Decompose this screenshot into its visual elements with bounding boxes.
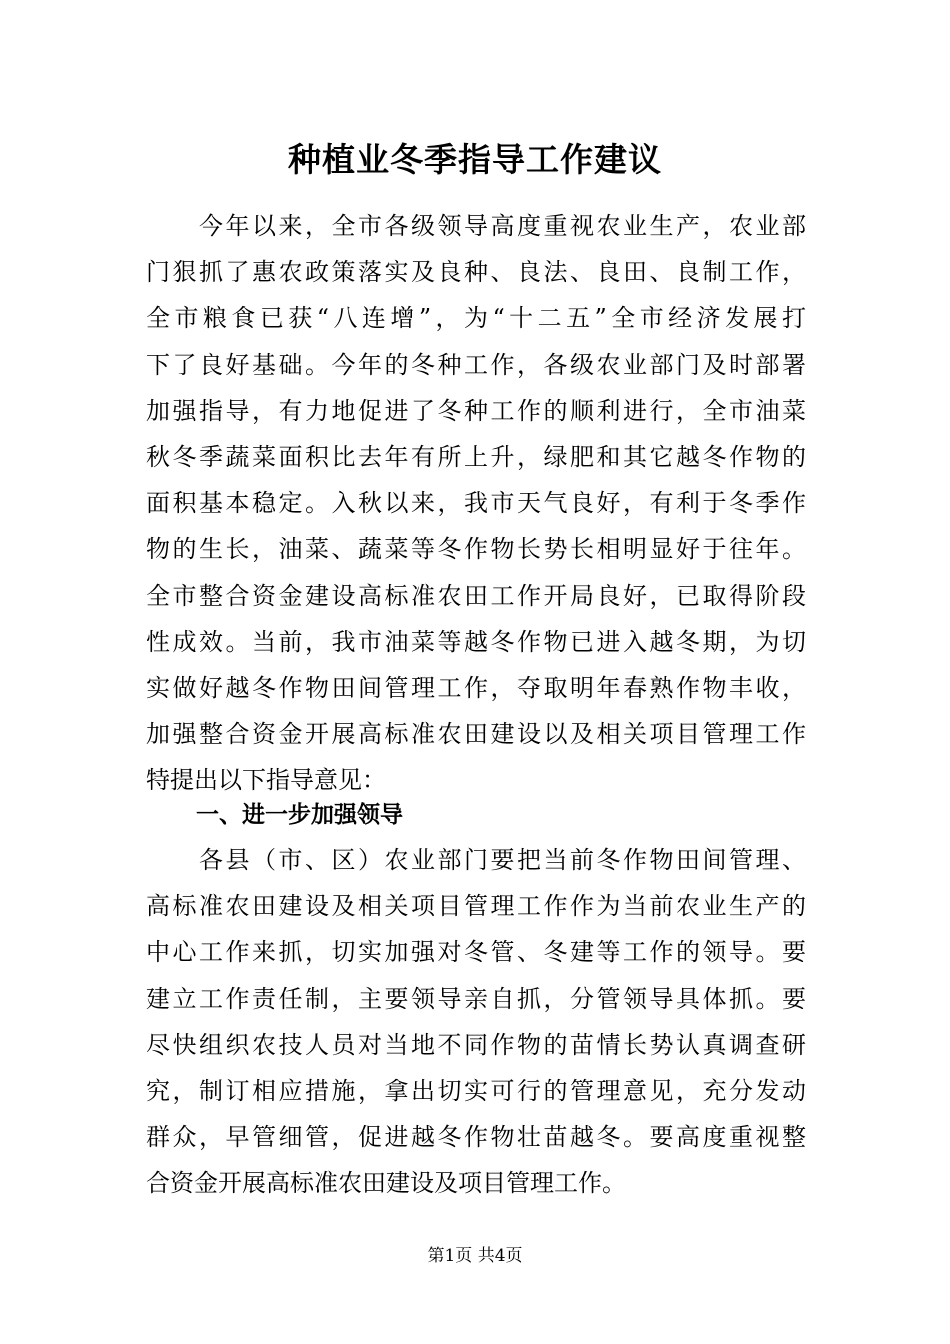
section-heading-1: 一、进一步加强领导	[196, 802, 403, 828]
text-line: 物的生长，油菜、蔬菜等冬作物长势长相明显好于往年。	[146, 535, 806, 564]
text-line: 今年以来，全市各级领导高度重视农业生产，农业部	[146, 212, 806, 240]
text-line: 下了良好基础。今年的冬种工作，各级农业部门及时部署	[146, 350, 806, 379]
text-line: 面积基本稳定。入秋以来，我市天气良好，有利于冬季作	[146, 489, 806, 518]
text-line: 高标准农田建设及相关项目管理工作作为当前农业生产的	[146, 892, 806, 921]
text-line: 门狠抓了惠农政策落实及良种、良法、良田、良制工作，	[146, 258, 806, 287]
paragraph-section-1	[146, 837, 806, 1207]
text-line: 实做好越冬作物田间管理工作，夺取明年春熟作物丰收，	[146, 673, 806, 702]
text-line: 全市整合资金建设高标准农田工作开局良好，已取得阶段	[146, 581, 806, 610]
text-line: 各县（市、区）农业部门要把当前冬作物田间管理、	[146, 846, 806, 874]
text-line: 群众，早管细管，促进越冬作物壮苗越冬。要高度重视整	[146, 1123, 806, 1152]
text-line: 中心工作来抓，切实加强对冬管、冬建等工作的领导。要	[146, 938, 806, 967]
text-line: 尽快组织农技人员对当地不同作物的苗情长势认真调查研	[146, 1030, 806, 1059]
text-line: 全市粮食已获“八连增”，为“十二五”全市经济发展打	[146, 304, 806, 333]
text-line: 性成效。当前，我市油菜等越冬作物已进入越冬期，为切	[146, 627, 806, 656]
text-line: 究，制订相应措施，拿出切实可行的管理意见，充分发动	[146, 1076, 806, 1105]
page-number-footer: 第1页 共4页	[427, 1246, 523, 1266]
paragraph-intro	[146, 203, 806, 803]
text-line: 建立工作责任制，主要领导亲自抓，分管领导具体抓。要	[146, 984, 806, 1013]
text-line: 加强指导，有力地促进了冬种工作的顺利进行，全市油菜	[146, 396, 806, 425]
text-line: 合资金开展高标准农田建设及项目管理工作。	[146, 1169, 626, 1198]
text-line: 特提出以下指导意见：	[146, 766, 386, 795]
text-line: 秋冬季蔬菜面积比去年有所上升，绿肥和其它越冬作物的	[146, 442, 806, 471]
document-title: 种植业冬季指导工作建议	[288, 140, 662, 179]
text-line: 加强整合资金开展高标准农田建设以及相关项目管理工作	[146, 720, 806, 749]
